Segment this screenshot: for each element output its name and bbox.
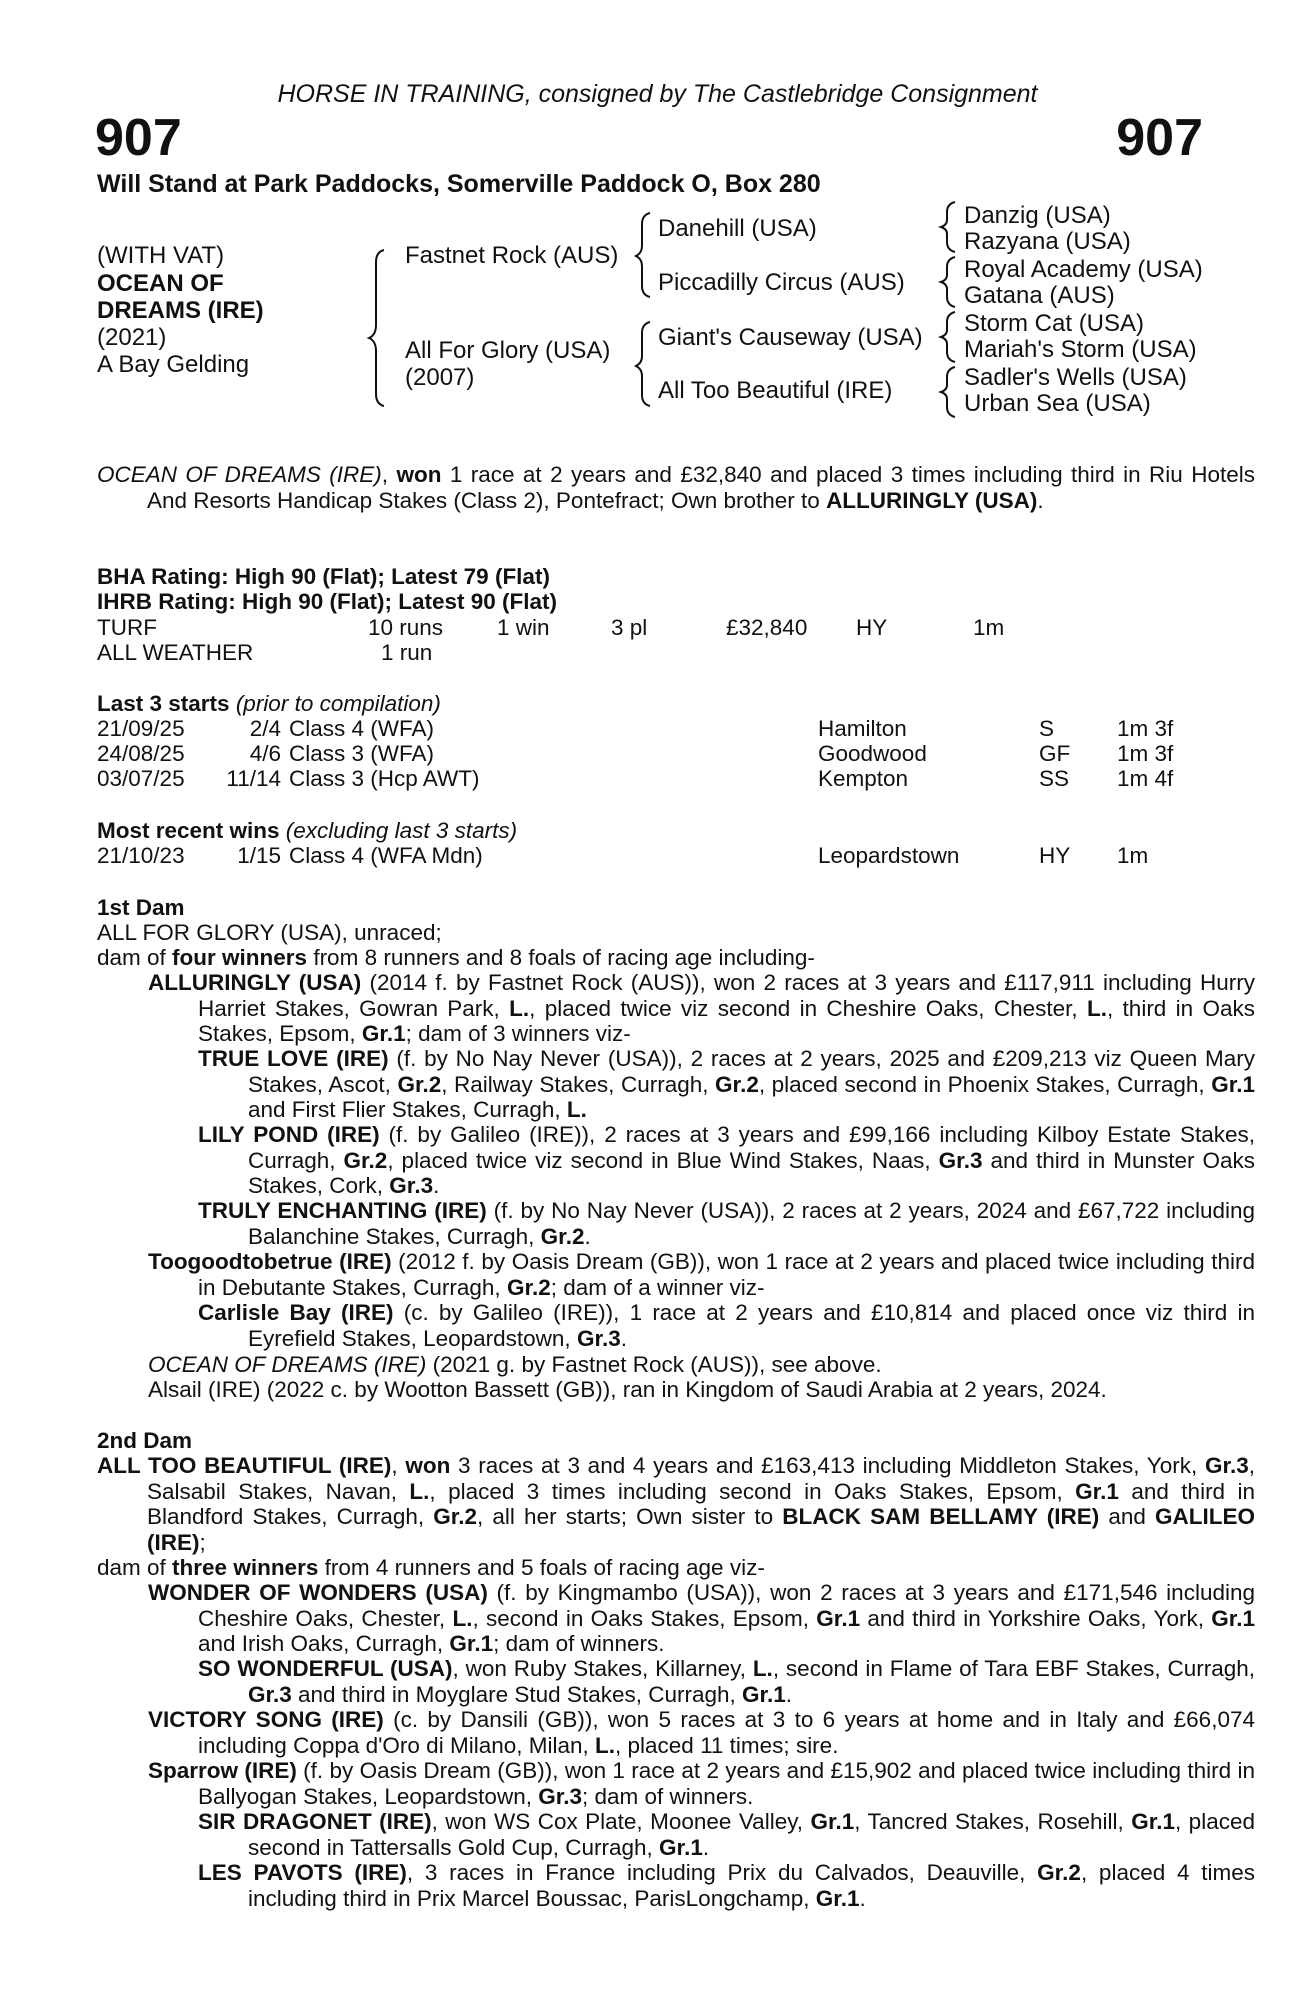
brace-dam (636, 322, 650, 406)
brace-sire (636, 213, 650, 297)
last-rows-dist: 1m 3f (1117, 741, 1174, 766)
pedigree-sire: Fastnet Rock (AUS) (405, 242, 619, 269)
progeny-sparrow: Sparrow (IRE) (f. by Oasis Dream (GB)), won 1 race at 2 years and £15,902 and placed twice including third in Ballyogan Stakes, Leopardstown, Gr.3; dam of winners. (148, 1758, 1255, 1809)
turf-placed: 3 pl (611, 615, 648, 640)
last-rows-going: GF (1039, 741, 1071, 766)
summary-horse-name: OCEAN OF DREAMS (IRE) (97, 462, 382, 487)
pedigree-dds: Sadler's Wells (USA) (964, 364, 1187, 391)
turf-earnings: £32,840 (726, 615, 808, 640)
turf-going: HY (856, 615, 888, 640)
last-rows-date: 21/09/25 (97, 716, 185, 741)
catalogue-header: HORSE IN TRAINING, consigned by The Castlebridge Consignment (277, 80, 1038, 108)
progeny-ocean-of-dreams: OCEAN OF DREAMS (IRE) (2021 g. by Fastnet Rock (AUS)), see above. (148, 1352, 882, 1377)
brace-dd (941, 367, 955, 417)
last-rows-going: SS (1039, 766, 1070, 791)
turf-distance: 1m (973, 615, 1005, 640)
brace-main (369, 250, 384, 406)
last-rows-race: Class 3 (WFA) (289, 741, 435, 766)
progeny-toogoodtobetrue: Toogoodtobetrue (IRE) (2012 f. by Oasis Dream (GB)), won 1 race at 2 years and placed twice including third in Debutante Stakes, Curragh, Gr.2; dam of a winner viz- (148, 1249, 1256, 1300)
horse-description: A Bay Gelding (97, 351, 250, 378)
last-rows-course: Goodwood (818, 741, 927, 766)
last-rows-course: Kempton (818, 766, 909, 791)
win-rows-date: 21/10/23 (97, 843, 185, 868)
last-rows-dist: 1m 3f (1117, 716, 1174, 741)
pedigree-ddd: Urban Sea (USA) (964, 390, 1151, 417)
win-rows-going: HY (1039, 843, 1071, 868)
pedigree-sds: Royal Academy (USA) (964, 256, 1203, 283)
horse-name-line2: DREAMS (IRE) (97, 297, 264, 324)
stand-location: Will Stand at Park Paddocks, Somerville Paddock O, Box 280 (97, 170, 821, 198)
first-dam-heading: 1st Dam (97, 895, 185, 920)
bha-rating: BHA Rating: High 90 (Flat); Latest 79 (Flat) (97, 564, 550, 589)
progeny-alsail: Alsail (IRE) (2022 c. by Wootton Bassett (GB)), ran in Kingdom of Saudi Arabia at 2 years, 2024. (148, 1377, 1107, 1402)
horse-year: (2021) (97, 324, 167, 351)
progeny-victory-song: VICTORY SONG (IRE) (c. by Dansili (GB)), won 5 races at 3 to 6 years at home and in Italy and £66,074 including Coppa d'Oro di Milano, Milan, L., placed 11 times; sire. (148, 1707, 1255, 1758)
horse-name-line1: OCEAN OF (97, 270, 224, 297)
aw-label: ALL WEATHER (97, 640, 254, 665)
last-rows-pos: 2/4 (249, 716, 281, 741)
progeny-truly-enchanting: TRULY ENCHANTING (IRE) (f. by No Nay Never (USA)), 2 races at 2 years, 2024 and £67,722 including Balanchine Stakes, Curragh, Gr.2. (198, 1198, 1255, 1249)
pedigree-sdd: Gatana (AUS) (964, 282, 1115, 309)
progeny-carlisle-bay: Carlisle Bay (IRE) (c. by Galileo (IRE)), 1 race at 2 years and £10,814 and placed once viz third in Eyrefield Stakes, Leopardstown, Gr.3. (198, 1300, 1255, 1351)
recent-wins-heading: Most recent wins (excluding last 3 starts) (97, 818, 518, 843)
brace-sd (941, 257, 955, 307)
progeny-lily-pond: LILY POND (IRE) (f. by Galileo (IRE)), 2 races at 3 years and £99,166 including Kilboy Estate Stakes, Curragh, Gr.2, placed twice viz second in Blue Wind Stakes, Naas, Gr.3 and third in Munster Oaks Stakes, Cork, Gr.3. (198, 1122, 1255, 1198)
last-starts-heading: Last 3 starts (prior to compilation) (97, 691, 441, 716)
last-rows-going: S (1039, 716, 1055, 741)
progeny-wonder-of-wonders: WONDER OF WONDERS (USA) (f. by Kingmambo (USA)), won 2 races at 3 years and £171,546 including Cheshire Oaks, Chester, L., second in Oaks Stakes, Epsom, Gr.1 and third in Yorkshire Oaks, York, Gr.1 and Irish Oaks, Curragh, Gr.1; dam of winners. (148, 1580, 1256, 1656)
progeny-sir-dragonet: SIR DRAGONET (IRE), won WS Cox Plate, Moonee Valley, Gr.1, Tancred Stakes, Rosehill, Gr.1, placed second in Tattersalls Gold Cup, Curragh, Gr.1. (198, 1809, 1255, 1860)
pedigree-sss: Danzig (USA) (964, 202, 1111, 229)
brace-ss (941, 202, 955, 252)
progeny-so-wonderful: SO WONDERFUL (USA), won Ruby Stakes, Killarney, L., second in Flame of Tara EBF Stakes, Curragh, Gr.3 and third in Moyglare Stud Stakes, Curragh, Gr.1. (198, 1656, 1255, 1707)
pedigree-dam-sire: Giant's Causeway (USA) (658, 324, 923, 351)
brace-ds (941, 312, 955, 362)
progeny-alluringly: ALLURINGLY (USA) (2014 f. by Fastnet Rock (AUS)), won 2 races at 3 years and £117,911 including Hurry Harriet Stakes, Gowran Park, L., placed twice viz second in Cheshire Oaks, Chester, L., third in Oaks Stakes, Epsom, Gr.1; dam of 3 winners viz- (148, 970, 1255, 1046)
win-rows-dist: 1m (1117, 843, 1149, 868)
turf-runs: 10 runs (368, 615, 444, 640)
win-rows-race: Class 4 (WFA Mdn) (289, 843, 483, 868)
second-dam-summary: dam of three winners from 4 runners and 5 foals of racing age viz- (97, 1555, 765, 1580)
turf-wins: 1 win (497, 615, 550, 640)
last-rows-pos: 11/14 (226, 766, 281, 791)
progeny-les-pavots: LES PAVOTS (IRE), 3 races in France including Prix du Calvados, Deauville, Gr.2, placed 4 times including third in Prix Marcel Boussac, ParisLongchamp, Gr.1. (198, 1860, 1255, 1911)
pedigree-dam-year: (2007) (405, 364, 475, 391)
pedigree-dam: All For Glory (USA) (405, 337, 611, 364)
vat-note: (WITH VAT) (97, 242, 225, 269)
win-rows-course: Leopardstown (818, 843, 960, 868)
last-rows-date: 03/07/25 (97, 766, 185, 791)
first-dam-summary: dam of four winners from 8 runners and 8 foals of racing age including- (97, 945, 815, 970)
pedigree-dsd: Mariah's Storm (USA) (964, 336, 1197, 363)
last-rows-date: 24/08/25 (97, 741, 185, 766)
second-dam-heading: 2nd Dam (97, 1428, 193, 1453)
pedigree-ssd: Razyana (USA) (964, 228, 1131, 255)
second-dam-record: ALL TOO BEAUTIFUL (IRE), won 3 races at 3 and 4 years and £163,413 including Middleton Stakes, York, Gr.3, Salsabil Stakes, Navan, L., placed 3 times including second in Oaks Stakes, Epsom, Gr.1 and third in Blandford Stakes, Curragh, Gr.2, all her starts; Own sister to BLACK SAM BELLAMY (IRE) and GALILEO (IRE); (97, 1453, 1256, 1555)
pedigree-dam-dam: All Too Beautiful (IRE) (658, 377, 893, 404)
lot-number-left: 907 (95, 109, 182, 167)
last-rows-dist: 1m 4f (1117, 766, 1174, 791)
pedigree-sire-sire: Danehill (USA) (658, 215, 817, 242)
first-dam-line: ALL FOR GLORY (USA), unraced; (97, 920, 442, 945)
lot-number-right: 907 (1116, 109, 1203, 167)
last-rows-race: Class 3 (Hcp AWT) (289, 766, 480, 791)
pedigree-dss: Storm Cat (USA) (964, 310, 1145, 337)
win-rows-pos: 1/15 (237, 843, 281, 868)
last-rows-race: Class 4 (WFA) (289, 716, 435, 741)
turf-label: TURF (97, 615, 157, 640)
aw-runs: 1 run (381, 640, 433, 665)
last-rows-course: Hamilton (818, 716, 907, 741)
progeny-true-love: TRUE LOVE (IRE) (f. by No Nay Never (USA)), 2 races at 2 years, 2025 and £209,213 viz Queen Mary Stakes, Ascot, Gr.2, Railway Stakes, Curragh, Gr.2, placed second in Phoenix Stakes, Curragh, Gr.1 and First Flier Stakes, Curragh, L. (198, 1046, 1256, 1122)
horse-summary: OCEAN OF DREAMS (IRE), won 1 race at 2 years and £32,840 and placed 3 times including third in Riu Hotels And Resorts Handicap Stakes (Class 2), Pontefract; Own brother to ALLURINGLY (USA). (97, 462, 1255, 513)
ihrb-rating: IHRB Rating: High 90 (Flat); Latest 90 (Flat) (97, 589, 558, 614)
pedigree-sire-dam: Piccadilly Circus (AUS) (658, 269, 905, 296)
last-rows-pos: 4/6 (249, 741, 281, 766)
summary-brother: ALLURINGLY (USA) (826, 487, 1038, 513)
